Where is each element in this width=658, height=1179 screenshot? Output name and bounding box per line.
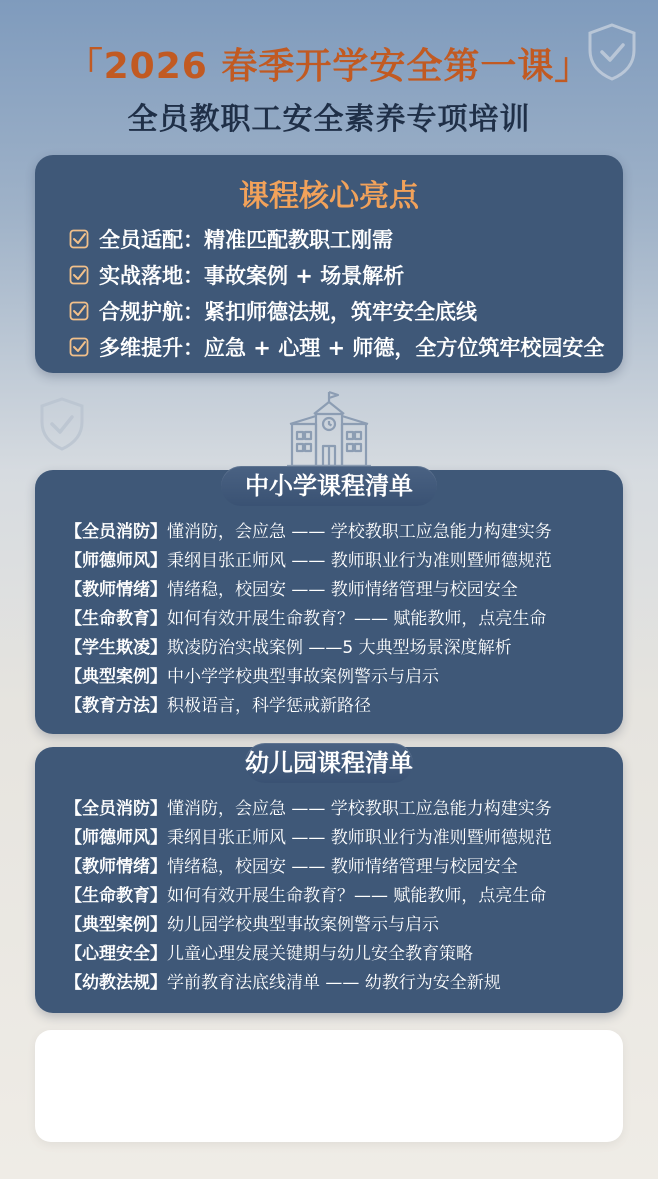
course-item (65, 663, 552, 692)
highlight-label: 实战落地： (99, 264, 204, 288)
school-building-icon (286, 390, 372, 468)
checkbox-icon (69, 301, 89, 321)
course-tag: 【师德师风】 (65, 828, 167, 848)
course-item (65, 911, 552, 940)
checkbox-icon (69, 337, 89, 357)
course-title: 情绪稳，校园安 —— 教师情绪管理与校园安全 (167, 580, 518, 600)
course-tag: 【教师情绪】 (65, 857, 167, 877)
course-title: 如何有效开展生命教育？—— 赋能教师，点亮生命 (167, 609, 547, 629)
course-title: 学前教育法底线清单 —— 幼教行为安全新规 (167, 973, 501, 993)
course-item (65, 940, 552, 969)
highlight-item (69, 293, 604, 329)
course-item (65, 969, 552, 998)
shield-check-icon (36, 396, 88, 452)
course-tag: 【幼教法规】 (65, 973, 167, 993)
course-item (65, 634, 552, 663)
course-title: 秉纲目张正师风 —— 教师职业行为准则暨师德规范 (167, 828, 552, 848)
course-title: 情绪稳，校园安 —— 教师情绪管理与校园安全 (167, 857, 518, 877)
checkbox-icon (69, 265, 89, 285)
highlight-label: 多维提升： (99, 336, 204, 360)
highlights-heading: 课程核心亮点 (239, 179, 419, 214)
course-title: 如何有效开展生命教育？—— 赋能教师，点亮生命 (167, 886, 547, 906)
highlights-panel (35, 155, 623, 373)
course-title: 秉纲目张正师风 —— 教师职业行为准则暨师德规范 (167, 551, 552, 571)
highlight-item (69, 221, 604, 257)
kindergarten-course-list (65, 795, 552, 998)
middle-school-course-list (65, 518, 552, 721)
course-tag: 【师德师风】 (65, 551, 167, 571)
course-tag: 【全员消防】 (65, 799, 167, 819)
course-item (65, 547, 552, 576)
course-tag: 【教师情绪】 (65, 580, 167, 600)
course-item (65, 518, 552, 547)
course-item (65, 605, 552, 634)
page-title: 「2026 春季开学安全第一课」 (66, 46, 592, 87)
course-tag: 【全员消防】 (65, 522, 167, 542)
course-tag: 【心理安全】 (65, 944, 167, 964)
course-title: 欺凌防治实战案例 ——5 大典型场景深度解析 (167, 638, 512, 658)
highlight-item (69, 329, 604, 365)
shield-check-icon (585, 22, 639, 82)
kindergarten-panel (35, 747, 623, 1013)
course-item (65, 576, 552, 605)
middle-school-panel (35, 470, 623, 734)
middle-school-heading: 中小学课程清单 (221, 466, 437, 506)
course-title: 懂消防，会应急 —— 学校教职工应急能力构建实务 (167, 799, 552, 819)
highlight-item (69, 257, 604, 293)
course-tag: 【生命教育】 (65, 609, 167, 629)
course-title: 儿童心理发展关键期与幼儿安全教育策略 (167, 944, 473, 964)
course-item (65, 853, 552, 882)
checkbox-icon (69, 229, 89, 249)
page-subtitle: 全员教职工安全素养专项培训 (127, 102, 531, 137)
course-item (65, 824, 552, 853)
course-title: 幼儿园学校典型事故案例警示与启示 (167, 915, 439, 935)
highlight-label: 合规护航： (99, 300, 204, 324)
course-tag: 【学生欺凌】 (65, 638, 167, 658)
course-item (65, 692, 552, 721)
course-title: 中小学学校典型事故案例警示与启示 (167, 667, 439, 687)
course-title: 懂消防，会应急 —— 学校教职工应急能力构建实务 (167, 522, 552, 542)
course-item (65, 882, 552, 911)
highlight-label: 全员适配： (99, 228, 204, 252)
highlight-text: 紧扣师德法规，筑牢安全底线 (204, 300, 477, 324)
highlights-list (69, 221, 604, 365)
highlight-text: 应急 + 心理 + 师德，全方位筑牢校园安全 (204, 336, 605, 360)
highlight-text: 精准匹配教职工刚需 (204, 228, 393, 252)
course-tag: 【教育方法】 (65, 696, 167, 716)
kindergarten-heading: 幼儿园课程清单 (245, 743, 413, 783)
course-tag: 【典型案例】 (65, 667, 167, 687)
course-item (65, 795, 552, 824)
course-tag: 【生命教育】 (65, 886, 167, 906)
blank-card (35, 1030, 623, 1142)
course-title: 积极语言，科学惩戒新路径 (167, 696, 371, 716)
course-tag: 【典型案例】 (65, 915, 167, 935)
highlight-text: 事故案例 + 场景解析 (204, 264, 405, 288)
